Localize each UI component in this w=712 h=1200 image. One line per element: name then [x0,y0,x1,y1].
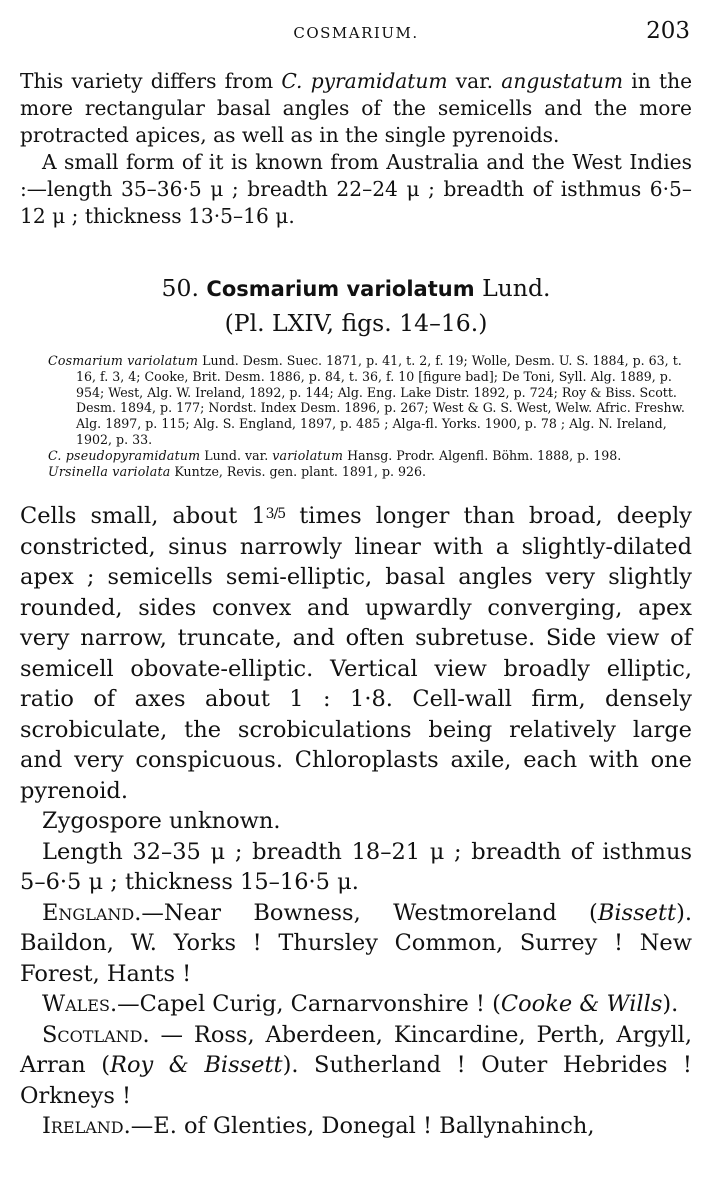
description-text: times longer than broad, deeply constricted, sinus narrowly linear with a slightly-dilated apex ; semicells semi-elliptic, basal angles very slightly rounded, sides convex and upwardly converging, apex very narrow, truncate, and often subretuse. Side view of semicell obovate-elliptic. Vertical view broadly elliptic, ratio of axes about 1 : 1·8. Cell-wall firm, densely scrobiculate, the scrobiculations being relatively large and very conspicuous. Chloroplasts axile, each with one pyrenoid. [20,503,692,804]
text-run: —Near Bowness, Westmoreland ( [141,899,598,926]
variety-name: angustatum [501,69,624,93]
synonym-name: Ursinella variolata [48,463,171,479]
intro-paragraph [20,149,692,230]
intro-paragraph [20,68,692,149]
book-page [20,18,692,1142]
synonym-name: Cosmarium variolatum [48,353,199,368]
text-run: ). [662,991,679,1018]
locality-england [20,898,692,990]
fraction: 3/5 [265,506,286,523]
synonymy-entry [48,448,692,464]
text-run: —Capel Curig, Carnarvonshire ! ( [117,991,501,1018]
citation-text: Hansg. Prodr. Algenfl. Böhm. 1888, p. 198. [343,447,622,463]
species-heading [20,272,692,305]
text-run: — Ross, Aberdeen, Kincardine, Perth, Argyll, Arran ( [20,1021,692,1079]
collector-name: Cooke & Wills [500,991,663,1018]
text-run: A small form of it is known from Australia and the West Indies :—length 35–36·5 μ ; breadth 22–24 μ ; breadth of isthmus 6·5–12 μ ; thickness 13·5–16 μ. [20,150,692,228]
plate-reference: (Pl. LXIV, figs. 14–16.) [224,309,488,337]
citation-text: Kuntze, Revis. gen. plant. 1891, p. 926. [170,463,427,479]
collector-name: Bissett [597,899,677,926]
intro-section [20,68,692,230]
variety-name: variolatum [272,447,344,463]
zygospore-note: Zygospore unknown. [42,808,281,835]
synonymy-list [20,353,692,479]
collector-name: Roy & Bissett [110,1052,283,1079]
taxon-name: C. pyramidatum [281,69,448,93]
locality-label: Scotland. [42,1021,150,1048]
running-title: COSMARIUM. [293,24,419,42]
text-run: var. [447,69,502,93]
measurements: Length 32–35 μ ; breadth 18–21 μ ; breadth of isthmus 5–6·5 μ ; thickness 15–16·5 μ. [20,838,692,896]
species-authority: Lund. [482,274,551,302]
text-run: ). Sutherland ! Outer Hebrides ! Orkneys ! [20,1052,692,1109]
text-run: This variety differs from [20,69,282,93]
locality-scotland [20,1020,692,1112]
locality-ireland [20,1111,692,1142]
locality-wales [20,989,692,1020]
description-paragraph [20,499,692,806]
locality-label: Ireland. [42,1113,131,1140]
text-run: in the more rectangular basal angles of the semicells and the more protracted apices, as well as in the single pyrenoids. [20,69,693,147]
page-number: 203 [646,18,690,44]
citation-text: Lund. var. [200,447,273,463]
synonym-name: C. pseudopyramidatum [48,447,201,463]
synonymy-entry [48,464,692,480]
synonymy-entry [48,353,692,448]
species-name: Cosmarium variolatum [206,277,475,301]
text-run: ). Baildon, W. Yorks ! Thursley Common, Surrey ! New Forest, Hants ! [20,899,692,987]
species-number: 50. [161,274,199,302]
description-lead: Cells small, about 1 [20,503,266,530]
citation-text: Lund. Desm. Suec. 1871, p. 41, t. 2, f. 19; Wolle, Desm. U. S. 1884, p. 63, t. 16, f. 3, 4; Cooke, Brit. Desm. 1886, p. 84, t. 36, f. 10 [figure bad]; De Toni, Syll. Alg. 1889, p. 954; West, Alg. W. Ireland, 1892, p. 144; Alg. Eng. Lake Distr. 1892, p. 724; Roy & Biss. Scott. Desm. 1894, p. 177; Nordst. Index Desm. 1896, p. 267; West & G. S. West, Welw. Afric. Freshw. Alg. 1897, p. 115; Alg. S. England, 1897, p. 485 ; Alga-fl. Yorks. 1900, p. 78 ; Alg. N. Ireland, 1902, p. 33. [76,353,685,447]
description-section [20,499,692,1142]
running-head [20,18,692,48]
locality-label: Wales. [42,991,118,1018]
text-run: —E. of Glenties, Donegal ! Ballynahinch, [130,1113,595,1140]
locality-label: England. [42,899,142,926]
